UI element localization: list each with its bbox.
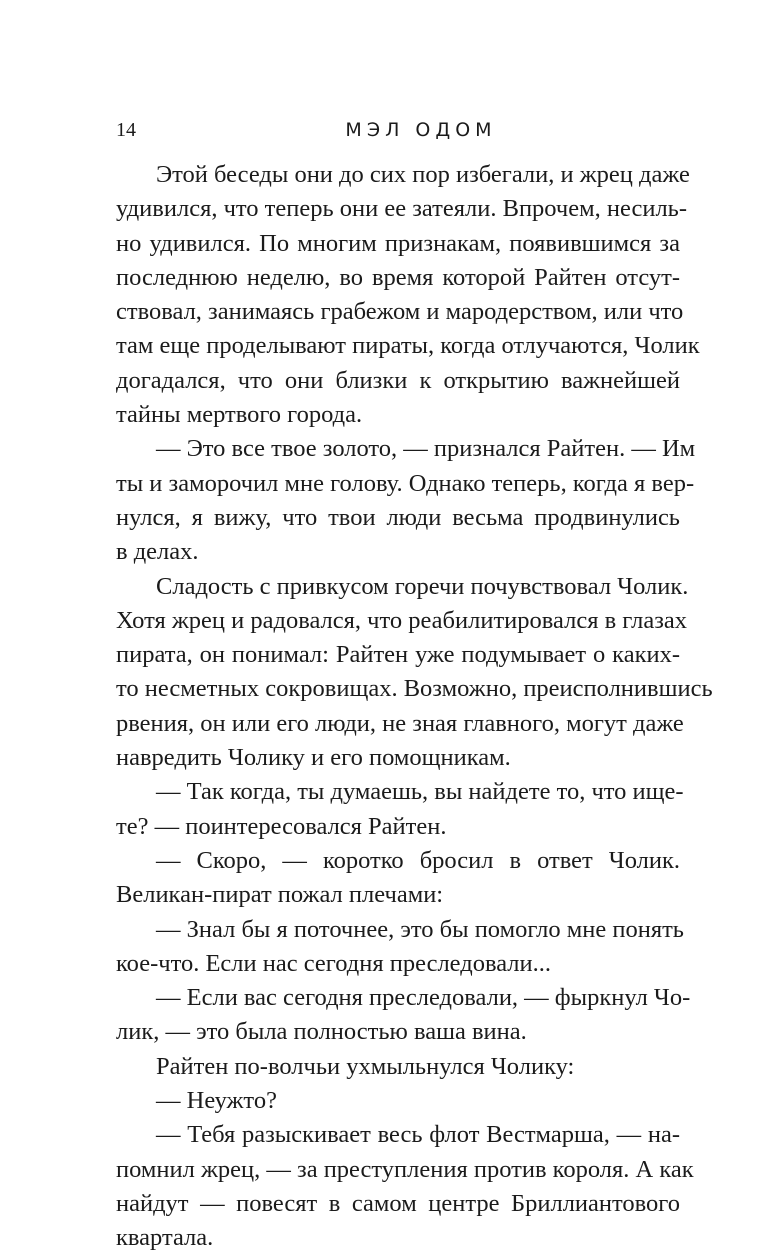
text-line: ты и заморочил мне голову. Однако теперь, когда я вер- bbox=[116, 469, 695, 497]
paragraph bbox=[116, 432, 696, 569]
paragraph bbox=[116, 775, 684, 844]
text-line: — Неужто? bbox=[156, 1087, 277, 1115]
text-line: квартала. bbox=[116, 1224, 214, 1252]
text-line: — Знал бы я поточнее, это бы помогло мне понять bbox=[156, 915, 684, 943]
paragraph bbox=[116, 844, 680, 913]
text-line: найдут — повесят в самом центре Бриллиантового bbox=[116, 1189, 680, 1217]
text-line: кое-что. Если нас сегодня преследовали... bbox=[116, 949, 551, 977]
paragraph bbox=[116, 1084, 680, 1118]
running-title: МЭЛ ОДОМ bbox=[345, 119, 497, 141]
page-number: 14 bbox=[116, 119, 136, 141]
text-line: но удивился. По многим признакам, появившимся за bbox=[116, 229, 680, 257]
text-line: — Тебя разыскивает весь флот Вестмарша, — на- bbox=[156, 1121, 680, 1149]
text-line: те? — поинтересовался Райтен. bbox=[116, 812, 447, 840]
text-line: Этой беседы они до сих пор избегали, и жрец даже bbox=[156, 161, 690, 188]
text-line: ствовал, занимаясь грабежом и мародерством, или что bbox=[116, 298, 684, 326]
page-header bbox=[116, 116, 680, 144]
text-line: Великан-пират пожал плечами: bbox=[116, 881, 444, 909]
text-line: Райтен по-волчьи ухмыльнулся Чолику: bbox=[156, 1052, 575, 1080]
text-line: догадался, что они близки к открытию важнейшей bbox=[116, 366, 680, 394]
text-line: Сладость с привкусом горечи почувствовал Чолик. bbox=[156, 572, 689, 600]
text-line: — Если вас сегодня преследовали, — фыркнул Чо- bbox=[156, 984, 691, 1012]
text-line: Хотя жрец и радовался, что реабилитировался в глазах bbox=[116, 606, 688, 634]
text-line: то несметных сокровищах. Возможно, преисполнившись bbox=[116, 675, 713, 703]
text-line: рвения, он или его люди, не зная главного, могут даже bbox=[116, 709, 684, 737]
text-line: удивился, что теперь они ее затеяли. Впрочем, несиль- bbox=[116, 195, 688, 223]
text-line: — Это все твое золото, — признался Райтен. — Им bbox=[156, 435, 696, 463]
text-line: помнил жрец, — за преступления против короля. А как bbox=[116, 1155, 694, 1183]
text-line: — Скоро, — коротко бросил в ответ Чолик. bbox=[156, 846, 680, 874]
paragraph bbox=[116, 981, 691, 1050]
text-line: — Так когда, ты думаешь, вы найдете то, что ище- bbox=[156, 778, 684, 806]
paragraph bbox=[116, 913, 684, 982]
text-line: пирата, он понимал: Райтен уже подумывает о каких- bbox=[116, 641, 680, 669]
text-line: последнюю неделю, во время которой Райтен отсут- bbox=[116, 263, 680, 291]
text-line: там еще проделывают пираты, когда отлучаются, Чолик bbox=[116, 332, 700, 360]
paragraph bbox=[116, 1050, 680, 1084]
text-line: нулся, я вижу, что твои люди весьма продвинулись bbox=[116, 503, 680, 531]
paragraph bbox=[116, 570, 713, 776]
text-line: тайны мертвого города. bbox=[116, 401, 363, 429]
text-line: в делах. bbox=[116, 538, 199, 566]
text-line: лик, — это была полностью ваша вина. bbox=[116, 1018, 527, 1046]
text-line: навредить Чолику и его помощникам. bbox=[116, 744, 511, 772]
body-text bbox=[116, 158, 713, 1256]
paragraph bbox=[116, 158, 700, 432]
paragraph bbox=[116, 1118, 694, 1255]
